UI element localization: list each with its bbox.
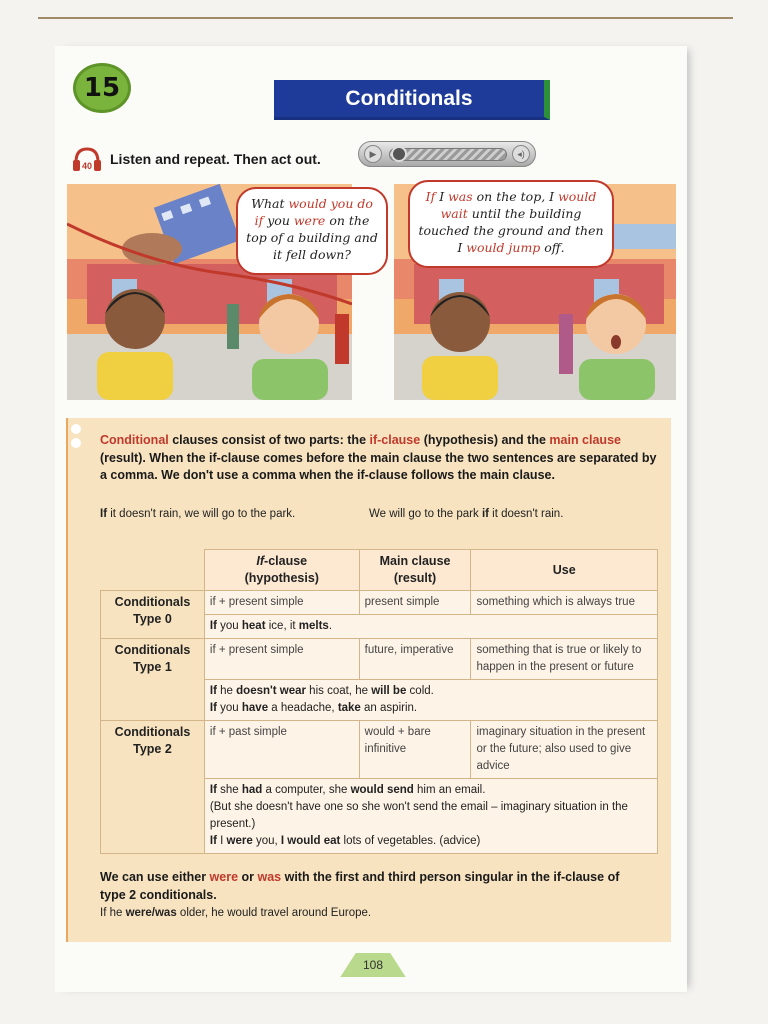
grammar-box-dots xyxy=(71,424,81,452)
header-use: Use xyxy=(471,550,658,591)
page-number-tab xyxy=(330,953,416,977)
header-if-clause: If-clause (hypothesis) xyxy=(204,550,359,591)
type2-label: Conditionals Type 2 xyxy=(101,721,205,854)
table-example-row-type1: If he doesn't wear his coat, he will be cold. If you have a headache, take an aspirin. xyxy=(101,680,658,721)
speech-bubble-answer: If I was on the top, I would wait until the building touched the ground and then I would jump off. xyxy=(408,180,614,268)
unit-title: Conditionals xyxy=(274,80,550,120)
listen-instruction: Listen and repeat. Then act out. xyxy=(110,151,321,167)
page-top-rule xyxy=(38,17,733,19)
example-if-second: We will go to the park if it doesn't rain. xyxy=(369,508,564,520)
volume-button[interactable]: ◂) xyxy=(512,145,530,163)
audio-player xyxy=(358,141,536,167)
table-example-row-type0: If you heat ice, it melts. xyxy=(101,615,658,639)
page-number: 108 xyxy=(362,958,384,972)
play-button[interactable]: ▶ xyxy=(364,145,382,163)
table-row-type2: Conditionals Type 2 if + past simple would + bare infinitive imaginary situation in the present or the future; also used to give advice xyxy=(101,721,658,779)
table-header-row xyxy=(101,550,658,591)
grammar-note-example: If he were/was older, he would travel around Europe. xyxy=(100,907,372,919)
headphones-icon xyxy=(70,146,104,174)
grammar-note: We can use either were or was with the first and third person singular in the if-clause of type 2 conditionals. xyxy=(100,870,620,902)
audio-progress-knob[interactable] xyxy=(391,146,407,162)
table-row-type1: Conditionals Type 1 if + present simple future, imperative something that is true or likely to happen in the present or future xyxy=(101,639,658,680)
table-example-row-type2: If she had a computer, she would send him an email. (But she doesn't have one so she won't send the email – imaginary situation in the present.) If I were you, I would eat lots of vegetables. (advice) xyxy=(101,779,658,854)
grammar-intro: Conditional clauses consist of two parts: the if-clause (hypothesis) and the main clause (result). When the if-clause comes before the main clause the two sentences are separated by a comma. We don't use a comma when the if-clause follows the main clause. xyxy=(100,433,657,482)
unit-number-badge: 15 xyxy=(73,63,131,113)
conditionals-table xyxy=(100,549,658,854)
example-if-first: If it doesn't rain, we will go to the park. xyxy=(100,508,296,520)
type0-label: Conditionals Type 0 xyxy=(101,591,205,639)
header-main-clause: Main clause (result) xyxy=(359,550,471,591)
table-row-type0: Conditionals Type 0 if + present simple present simple something which is always true xyxy=(101,591,658,615)
speech-bubble-question: What would you do if you were on the top of a building and it fell down? xyxy=(236,187,388,275)
type1-label: Conditionals Type 1 xyxy=(101,639,205,721)
track-number: 40 xyxy=(81,161,93,171)
